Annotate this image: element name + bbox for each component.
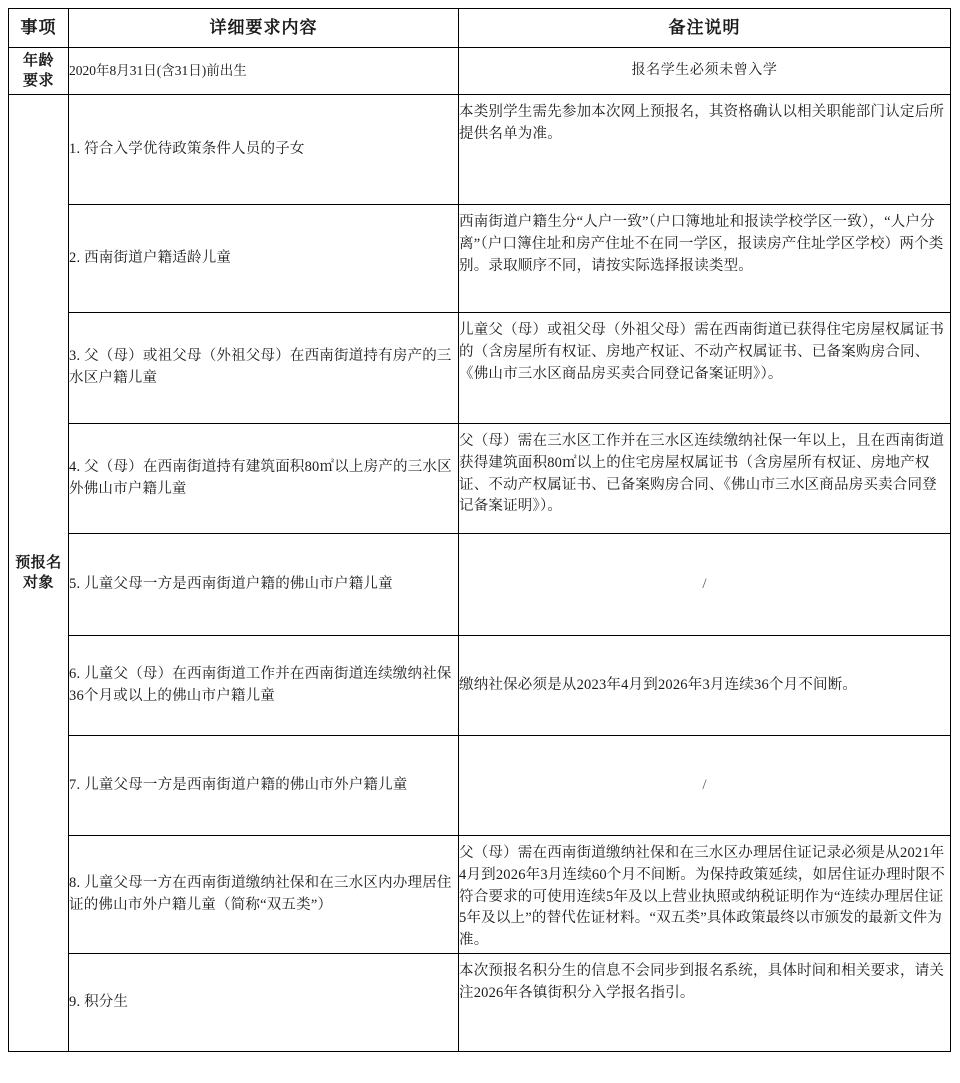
cell-remark: / xyxy=(459,534,951,636)
table-row xyxy=(9,205,951,313)
cell-detail: 4. 父（母）在西南街道持有建筑面积80㎡以上房产的三水区外佛山市户籍儿童 xyxy=(69,424,459,534)
header-label-detail: 详细要求内容 xyxy=(209,17,318,37)
group-label-age-line1: 年龄 xyxy=(22,52,54,69)
table-row-age-requirement xyxy=(9,48,951,95)
table-row xyxy=(9,95,951,205)
cell-detail: 5. 儿童父母一方是西南街道户籍的佛山市户籍儿童 xyxy=(69,534,459,636)
group-label-age-line2: 要求 xyxy=(22,73,54,89)
cell-remark: 本类别学生需先参加本次网上预报名，其资格确认以相关职能部门认定后所提供名单为准。 xyxy=(459,95,951,205)
table-row xyxy=(9,636,951,736)
header-cell-item xyxy=(9,9,69,48)
cell-detail: 3. 父（母）或祖父母（外祖父母）在西南街道持有房产的三水区户籍儿童 xyxy=(69,313,459,424)
cell-remark: 父（母）需在西南街道缴纳社保和在三水区办理居住证记录必须是从2021年4月到2026年3月连续60个月不间断。为保持政策延续，如居住证办理时限不符合要求的可使用连续5年及以上营业执照或纳税证明作为“连续办理居住证5年及以上”的替代佐证材料。“双五类”具体政策最终以市颁发的最新文件为准。 xyxy=(459,836,951,954)
cell-detail: 9. 积分生 xyxy=(69,954,459,1052)
cell-remark: 缴纳社保必须是从2023年4月到2026年3月连续36个月不间断。 xyxy=(459,636,951,736)
group-label-preregister-line1: 预报名 xyxy=(15,554,62,571)
table-row xyxy=(9,424,951,534)
cell-remark: 西南街道户籍生分“人户一致”（户口簿地址和报读学校学区一致），“人户分离”（户口簿住址和房产住址不在同一学区，报读房产住址学区学校）两个类别。录取顺序不同，请按实际选择报读类型。 xyxy=(459,205,951,313)
table-row xyxy=(9,736,951,836)
group-label-age xyxy=(9,48,69,95)
header-label-item: 事项 xyxy=(20,17,57,37)
cell-remark: 本次预报名积分生的信息不会同步到报名系统，具体时间和相关要求，请关注2026年各镇街积分入学报名指引。 xyxy=(459,954,951,1052)
cell-remark: 儿童父（母）或祖父母（外祖父母）需在西南街道已获得住宅房屋权属证书的（含房屋所有权证、房地产权证、不动产权属证书、已备案购房合同、《佛山市三水区商品房买卖合同登记备案证明》）。 xyxy=(459,313,951,424)
table-row xyxy=(9,954,951,1052)
header-cell-remark xyxy=(459,9,951,48)
group-label-preregister-line2: 对象 xyxy=(22,575,54,591)
cell-remark: 父（母）需在三水区工作并在三水区连续缴纳社保一年以上，且在西南街道获得建筑面积80㎡以上的住宅房屋权属证书（含房屋所有权证、房地产权证、不动产权属证书、已备案购房合同、《佛山市三水区商品房买卖合同登记备案证明》）。 xyxy=(459,424,951,534)
table-row xyxy=(9,534,951,636)
cell-detail: 8. 儿童父母一方在西南街道缴纳社保和在三水区内办理居住证的佛山市外户籍儿童（简称“双五类”） xyxy=(69,836,459,954)
table-row xyxy=(9,836,951,954)
cell-detail: 2. 西南街道户籍适龄儿童 xyxy=(69,205,459,313)
cell-detail: 6. 儿童父（母）在西南街道工作并在西南街道连续缴纳社保36个月或以上的佛山市户籍儿童 xyxy=(69,636,459,736)
cell-detail: 1. 符合入学优待政策条件人员的子女 xyxy=(69,95,459,205)
cell-remark: / xyxy=(459,736,951,836)
cell-age-detail: 2020年8月31日(含31日)前出生 xyxy=(69,48,459,95)
header-cell-detail xyxy=(69,9,459,48)
enrollment-requirements-table xyxy=(8,8,951,1052)
table-header-row xyxy=(9,9,951,48)
group-label-preregister xyxy=(9,95,69,1052)
cell-age-remark: 报名学生必须未曾入学 xyxy=(459,48,951,95)
table-row xyxy=(9,313,951,424)
cell-detail: 7. 儿童父母一方是西南街道户籍的佛山市外户籍儿童 xyxy=(69,736,459,836)
header-label-remark: 备注说明 xyxy=(668,17,741,37)
